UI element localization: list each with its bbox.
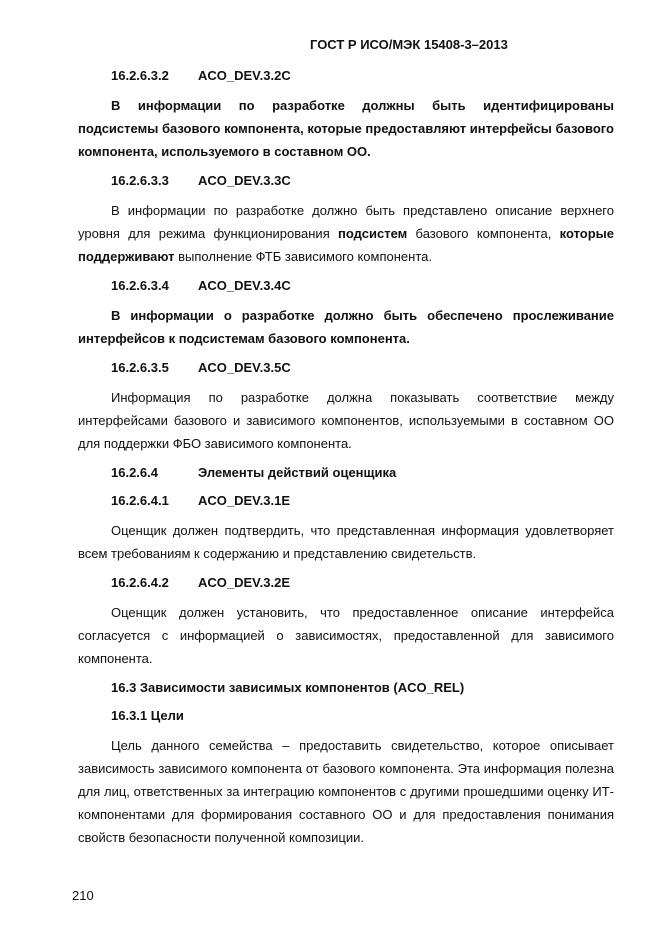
clause-number: 16.2.6.3.4 — [111, 278, 169, 293]
requirement-paragraph: В информации по разработке должны быть идентифицированы подсистемы базового компонента, которые предоставляют интерфейсы базового компонента, используемого в составном ОО. — [78, 98, 614, 159]
objectives-paragraph: Цель данного семейства – предоставить свидетельство, которое описывает зависимость зависимого компонента от базового компонента. Эта информация полезна для лиц, ответственных за интеграцию компонентов с другими прошедшими оценку ИТ-компонентами для формирования составного ОО и для предоставления понимания свойств безопасности полученной композиции. — [78, 738, 614, 845]
document-header: ГОСТ Р ИСО/МЭК 15408-3–2013 — [310, 37, 508, 52]
clause-number: 16.2.6.4 — [111, 465, 158, 480]
clause-number: 16.2.6.4.1 — [111, 493, 169, 508]
clause-number: 16.2.6.3.2 — [111, 68, 169, 83]
requirement-paragraph: Оценщик должен установить, что предоставленное описание интерфейса согласуется с информацией о зависимостях, предоставленной для зависимого компонента. — [78, 605, 614, 666]
clause-heading — [78, 276, 614, 295]
section-title: 16.3 Зависимости зависимых компонентов (ACO_REL) — [111, 680, 465, 695]
clause-number: 16.2.6.4.2 — [111, 575, 169, 590]
paragraph-emphasis: которые поддерживают — [78, 226, 615, 264]
page-content — [78, 62, 614, 857]
paragraph-emphasis: подсистем — [338, 226, 408, 241]
clause-number: 16.2.6.3.5 — [111, 360, 169, 375]
clause-title: ACO_DEV.3.5C — [198, 360, 291, 375]
clause-title: ACO_DEV.3.4C — [198, 278, 291, 293]
requirement-paragraph: В информации о разработке должно быть обеспечено прослеживание интерфейсов к подсистемам базового компонента. — [78, 308, 614, 346]
requirement-paragraph: Оценщик должен подтвердить, что представленная информация удовлетворяет всем требованиям к содержанию и представлению свидетельств. — [78, 523, 614, 561]
clause-number: 16.2.6.3.3 — [111, 173, 169, 188]
page-number: 210 — [72, 888, 94, 903]
clause-heading — [78, 66, 614, 85]
clause-title: ACO_DEV.3.2C — [198, 68, 291, 83]
subsection-title: 16.3.1 Цели — [111, 708, 184, 723]
clause-title: Элементы действий оценщика — [198, 465, 397, 480]
clause-heading — [78, 358, 614, 377]
paragraph-text: В информации по разработке должно быть представлено описание верхнего уровня для режима функционирования — [78, 203, 614, 241]
clause-heading — [78, 171, 614, 190]
paragraph-text: выполнение ФТБ зависимого компонента. — [174, 249, 432, 264]
clause-heading — [78, 573, 614, 592]
paragraph-text: базового компонента, — [407, 226, 560, 241]
requirement-paragraph: Информация по разработке должна показывать соответствие между интерфейсами базового и зависимого компонентов, используемыми в составном ОО для поддержки ФБО зависимого компонента. — [78, 390, 614, 451]
clause-title: ACO_DEV.3.3C — [198, 173, 291, 188]
clause-heading — [78, 463, 614, 482]
clause-heading — [78, 491, 614, 510]
clause-title: ACO_DEV.3.2E — [198, 575, 291, 590]
clause-title: ACO_DEV.3.1E — [198, 493, 291, 508]
requirement-paragraph — [78, 199, 614, 268]
